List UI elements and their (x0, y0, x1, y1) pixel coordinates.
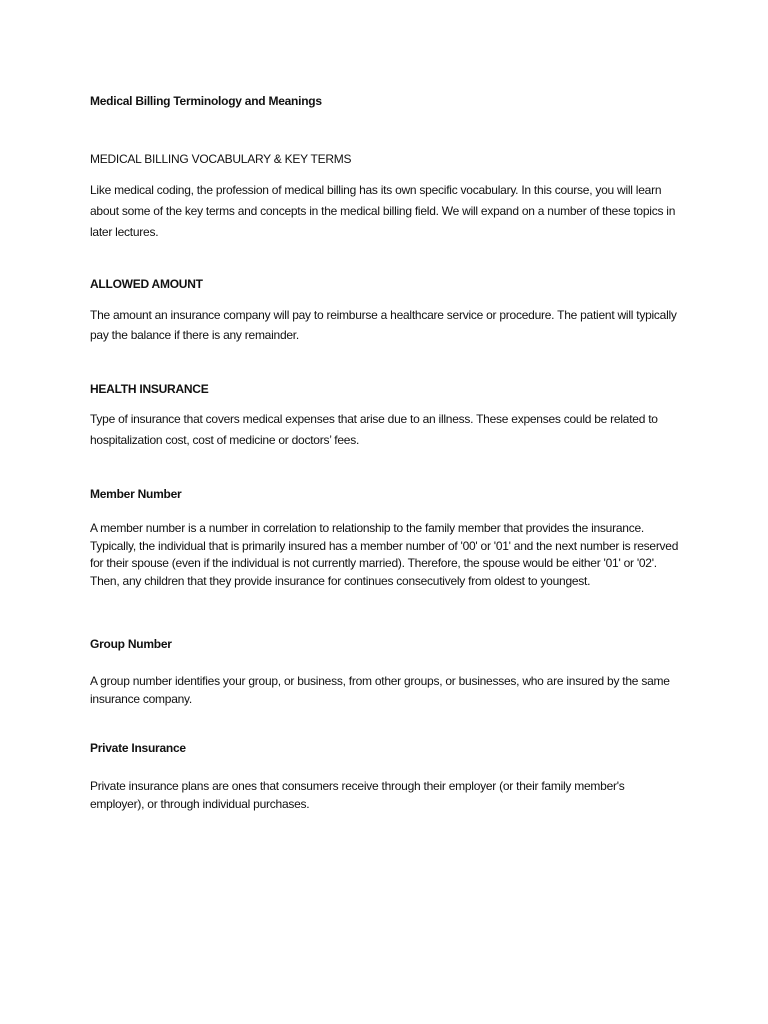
term-definition-group-number: A group number identifies your group, or business, from other groups, or businesses, who are insured by the same insurance company. (90, 674, 670, 706)
intro-paragraph: Like medical coding, the profession of medical billing has its own specific vocabulary. In this course, you will learn about some of the key terms and concepts in the medical billing field. We will expand on a number of these topics in later lectures. (90, 183, 676, 239)
term-definition-member-number: A member number is a number in correlation to relationship to the family member that provides the insurance. Typically, the individual that is primarily insured has a member number of '00' or '01' and the next number is reserved for their spouse (even if the individual is not currently married). Therefore, the spouse would be either '01' or '02'. Then, any children that they provide insurance for continues consecutively from oldest to youngest. (90, 521, 679, 588)
term-heading-allowed-amount: ALLOWED AMOUNT (90, 277, 203, 291)
term-heading-member-number: Member Number (90, 487, 182, 501)
term-definition-private-insurance: Private insurance plans are ones that consumers receive through their employer (or their family member's employer), or through individual purchases. (90, 779, 625, 811)
term-heading-group-number: Group Number (90, 637, 172, 651)
term-heading-private-insurance: Private Insurance (90, 741, 186, 755)
document-title: Medical Billing Terminology and Meanings (90, 94, 322, 108)
term-heading-health-insurance: HEALTH INSURANCE (90, 382, 209, 396)
term-definition-allowed-amount: The amount an insurance company will pay to reimburse a healthcare service or procedure. The patient will typically pay the balance if there is any remainder. (90, 308, 677, 342)
section-heading: MEDICAL BILLING VOCABULARY & KEY TERMS (90, 152, 352, 166)
term-definition-health-insurance: Type of insurance that covers medical expenses that arise due to an illness. These expenses could be related to hospitalization cost, cost of medicine or doctors’ fees. (90, 412, 658, 447)
